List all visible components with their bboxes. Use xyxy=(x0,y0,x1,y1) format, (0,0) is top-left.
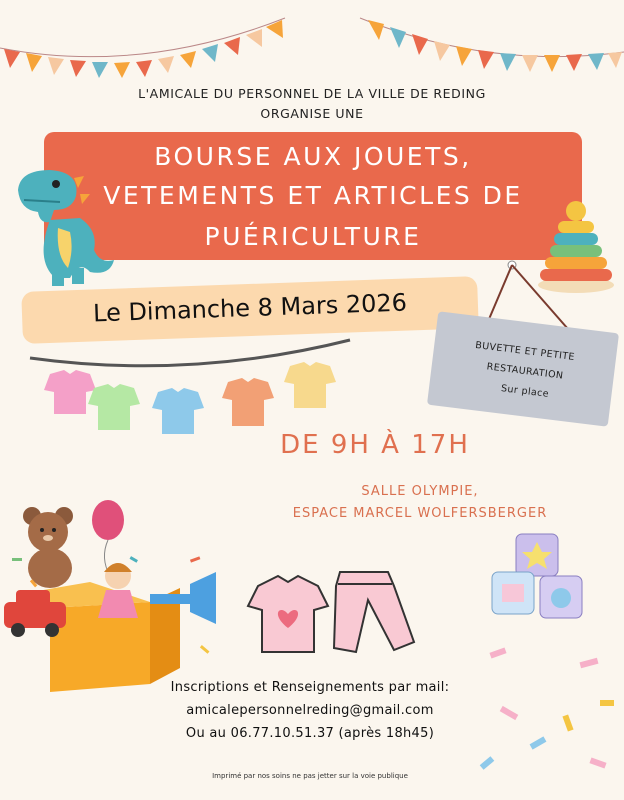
organizer-line: ORGANISE UNE xyxy=(260,106,364,121)
event-hours: DE 9H À 17H xyxy=(280,430,470,460)
tshirt-icon xyxy=(222,378,274,426)
contact-phone: Ou au 06.77.10.51.37 (après 18h45) xyxy=(185,726,435,741)
dinosaur-icon xyxy=(10,160,120,290)
bunting-icon xyxy=(360,0,624,90)
bunting-icon xyxy=(0,0,290,90)
event-title-line: VETEMENTS ET ARTICLES DE xyxy=(103,181,523,210)
tshirt-icon xyxy=(88,384,140,430)
tshirt-icon xyxy=(284,362,336,408)
tshirt-icon xyxy=(44,370,96,414)
teddy-bear-icon xyxy=(23,507,73,588)
alphabet-blocks-icon xyxy=(486,528,596,628)
contact-email[interactable]: amicalepersonnelreding@gmail.com xyxy=(186,703,434,718)
baby-clothes xyxy=(244,566,424,666)
venue-line: ESPACE MARCEL WOLFERSBERGER xyxy=(292,506,548,521)
event-date: Le Dimanche 8 Mars 2026 xyxy=(92,288,408,328)
pants-icon xyxy=(334,572,414,652)
event-title-line: PUÉRICULTURE xyxy=(204,222,422,251)
tshirt-icon xyxy=(152,388,204,434)
sign-text: Sur place xyxy=(500,383,550,400)
sign-text: BUVETTE ET PETITE xyxy=(474,339,576,364)
toy-box-illustration xyxy=(0,498,230,698)
sign-text: RESTAURATION xyxy=(486,361,564,382)
onesie-icon xyxy=(248,576,328,652)
footer-note: Imprimé par nos soins ne pas jetter sur la voie publique xyxy=(212,772,408,780)
confetti xyxy=(470,640,620,790)
contact-heading: Inscriptions et Renseignements par mail: xyxy=(170,680,450,695)
venue-line: SALLE OLYMPIE, xyxy=(361,484,479,499)
event-title-line: BOURSE AUX JOUETS, xyxy=(154,142,472,171)
organizer-line: L'AMICALE DU PERSONNEL DE LA VILLE DE REDING xyxy=(138,86,486,101)
